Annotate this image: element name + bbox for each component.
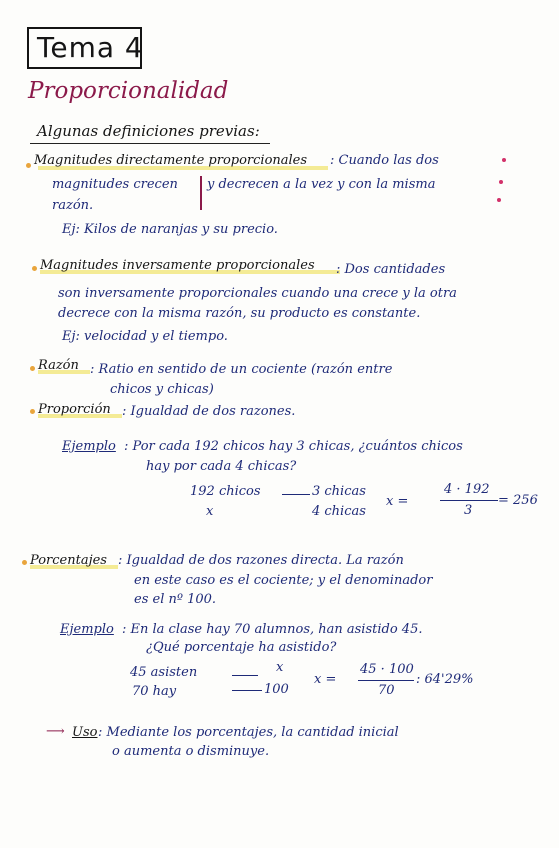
example-line: Ej: Kilos de naranjas y su precio. [62,222,278,237]
result: : 64'29% [416,672,474,687]
bullet-icon [30,409,35,414]
page-title: Tema 4 [37,31,144,64]
ratio-text: x [276,660,284,675]
def-line: en este caso es el cociente; y el denominador [134,573,433,588]
example-line: : Por cada 192 chicos hay 3 chicas, ¿cuántos chicos [124,439,463,454]
def-line: magnitudes crecen [52,177,178,192]
def-line: : Ratio en sentido de un cociente (razón entre [90,362,393,377]
term-inversa: Magnitudes inversamente proporcionales [40,258,315,273]
example-line: hay por cada 4 chicas? [146,459,297,474]
term-directa: Magnitudes directamente proporcionales [34,153,308,168]
term-razon: Razón [38,358,79,373]
bullet-icon [26,163,31,168]
denominator: 3 [464,503,473,518]
example-line: : En la clase hay 70 alumnos, han asistido 45. [122,622,423,637]
def-line: decrece con la misma razón, su producto es constante. [58,306,421,321]
example-line: ¿Qué porcentaje ha asistido? [146,640,337,655]
def-line: son inversamente proporcionales cuando una crece y la otra [58,286,457,301]
section-underline [30,143,270,144]
result: = 256 [498,493,538,508]
equation-text: x = [314,672,337,687]
arrow-icon: ⟶ [46,724,65,739]
numerator: 4 · 192 [444,482,490,497]
ratio-text: 4 chicas [312,504,366,519]
ratio-dash [232,690,262,691]
title-box [27,27,142,69]
ratio-text: 192 chicos [190,484,261,499]
numerator: 45 · 100 [360,662,414,677]
term-porcentajes: Porcentajes [30,553,107,568]
denominator: 70 [378,683,395,698]
equation-text: x = [386,494,409,509]
ejemplo-label: Ejemplo [60,622,114,637]
def-line: : Cuando las dos [330,153,439,168]
term-proporcion: Proporción [38,402,111,417]
def-line: : Igualdad de dos razones. [122,404,296,419]
def-line: y decrecen a la vez y con la misma [207,177,436,192]
example-line: Ej: velocidad y el tiempo. [62,329,228,344]
ratio-text: 45 asisten [130,665,198,680]
def-line: razón. [52,198,94,213]
ratio-text: 70 hay [132,684,177,699]
ratio-text: 100 [264,682,289,697]
uso-label: Uso [72,725,98,740]
topic-heading: Proporcionalidad [28,78,229,104]
bullet-icon [30,366,35,371]
ratio-dash [232,675,258,676]
def-line: o aumenta o disminuye. [112,744,270,759]
def-line: : Igualdad de dos razones directa. La razón [118,553,404,568]
def-line: : Mediante los porcentajes, la cantidad inicial [98,725,399,740]
ratio-text: 3 chicas [312,484,366,499]
section-heading: Algunas definiciones previas: [37,122,260,140]
ejemplo-label: Ejemplo [62,439,116,454]
def-line: : Dos cantidades [336,262,446,277]
ratio-dash [282,494,310,495]
brace-mark [200,176,202,210]
def-line: es el nº 100. [134,592,217,607]
fraction-bar [358,680,414,681]
ratio-text: x [206,504,214,519]
def-line: chicos y chicas) [110,382,214,397]
margin-dot [502,158,506,162]
margin-dot [499,180,503,184]
fraction-bar [440,500,498,501]
bullet-icon [22,560,27,565]
bullet-icon [32,266,37,271]
margin-dot [497,198,501,202]
